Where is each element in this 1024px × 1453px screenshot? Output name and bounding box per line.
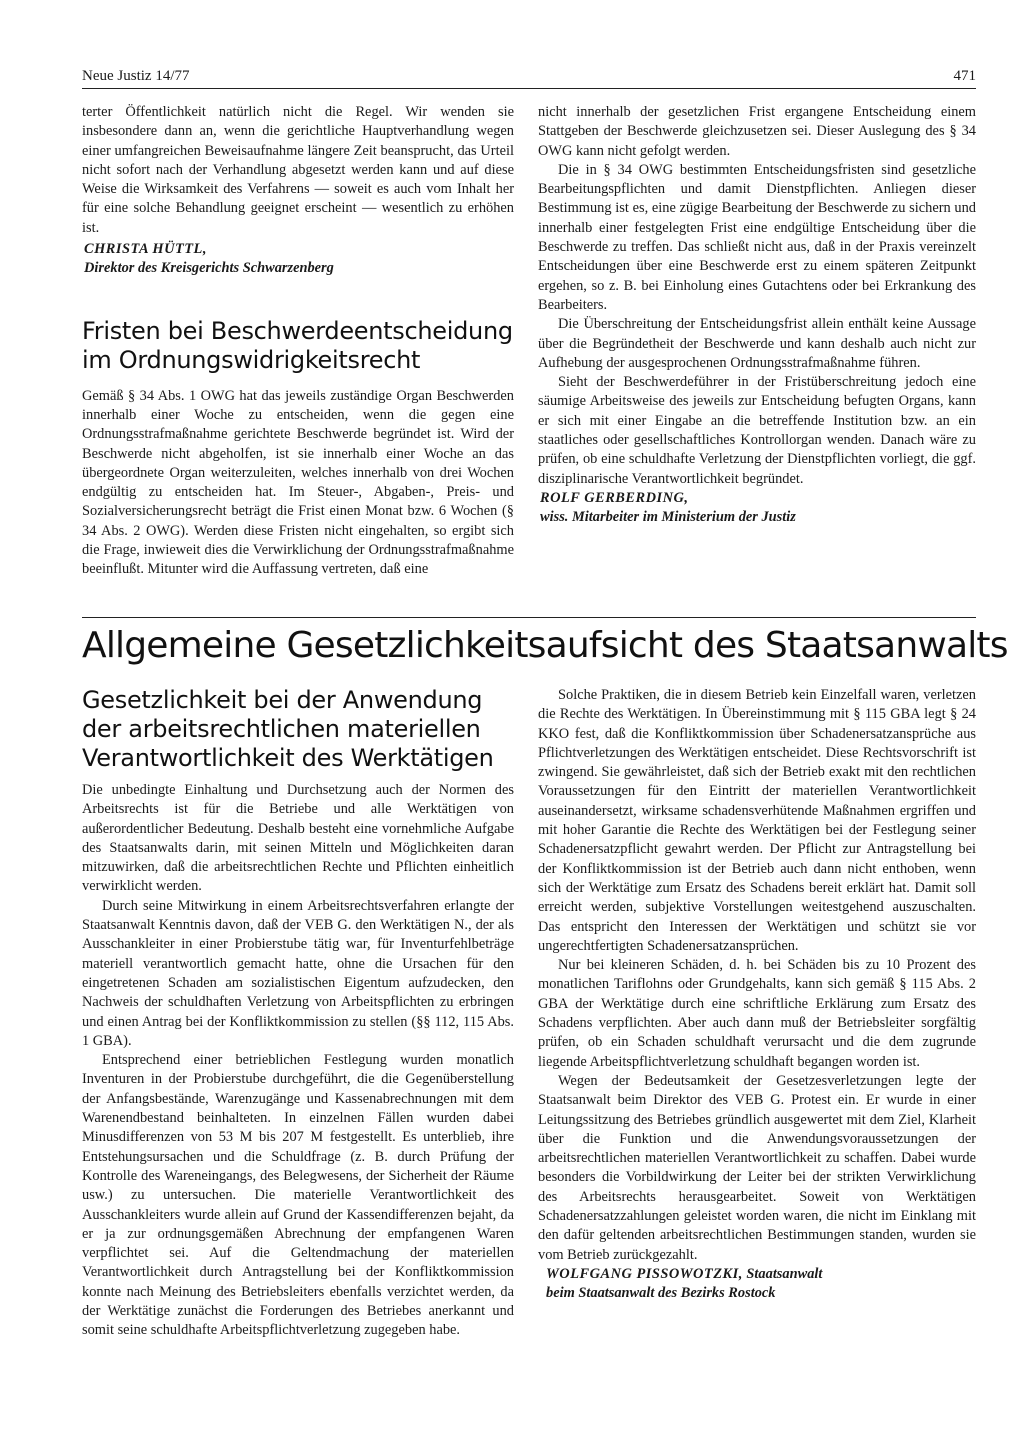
author-name: CHRISTA HÜTTL, [84, 241, 207, 258]
article-title-line: der arbeitsrechtlichen materiellen [82, 715, 481, 743]
article-title-line: im Ordnungswidrigkeitsrecht [82, 345, 421, 374]
author-name: WOLFGANG PISSOWOTZKI, [546, 1265, 743, 1282]
article-title-line: Fristen bei Beschwerdeentscheidung [82, 316, 513, 345]
author-name: ROLF GERBERDING, [540, 489, 689, 506]
author-role-line2: beim Staatsanwalt des Bezirks Rostock [546, 1285, 776, 1302]
article-title-line: Verantwortlichkeit des Werktätigen [82, 744, 494, 772]
upper-right-column [538, 103, 976, 528]
article-body-fristen-left [82, 387, 514, 580]
signature-pissowotzki [538, 1265, 976, 1304]
body-paragraph: Solche Praktiken, die in diesem Betrieb kein Einzelfall waren, verletzen die Rechte des Werktätigen. In Übereinstimmung mit § 115 GBA legt § 24 KKO fest, daß die Konfliktkommission über Schadenersatzansprüche aus Pflichtverletzungen des Werktätigen entscheidet. Diese Rechtsvorschrift ist zwingend. Sie gewährleistet, daß sich der Betrieb exakt mit den rechtlichen Voraussetzungen für den Eintritt der materiellen Verantwortlichkeit auseinandersetzt, wirksame schadensverhütende Maßnahmen ergriffen und mit hoher Garantie die Rechte des Werktätigen bei der Festlegung seiner Schadenersatzpflicht gewahrt werden. Der Pflicht zur Antragstellung bei der Konfliktkommission ist der Betrieb auch dann nicht enthoben, wenn sich der Werktätige zum Ersatz des Schadens bereit erklärt hat. Damit soll erreicht werden, subjektive Vorstellungen weitestgehend auszuschalten. Das entspricht den Interessen der Werktätigen und schützt sie vor ungerechtfertigten Schadenersatzansprüchen. [538, 687, 976, 954]
article-title-line: Gesetzlichkeit bei der Anwendung [82, 686, 483, 714]
article-body-gesetzlichkeit-left [82, 781, 514, 1341]
section-rule [82, 617, 976, 618]
author-role: Direktor des Kreisgerichts Schwarzenberg [84, 260, 334, 277]
body-paragraph: Durch seine Mitwirkung in einem Arbeitsrechtsverfahren erlangte der Staatsanwalt Kenntnis davon, daß der VEB G. den Werktätigen N., der als Ausschankleiter in einer Probierstube tätig war, für Inventurfehlbeträge materiell verantwortlich gemacht hatte, ohne die Ursachen für den eingetretenen Schaden am sozialistischen Eigentum aufzudecken, den Nachweis der schuldhaften Verletzung von Arbeitspflichten zu erbringen und einen Antrag bei der Konfliktkommission zu stellen (§§ 112, 115 Abs. 1 GBA). [82, 897, 514, 1049]
lower-right-column [538, 686, 976, 1304]
body-paragraph: Gemäß § 34 Abs. 1 OWG hat das jeweils zuständige Organ Beschwerden innerhalb einer Woche zu entscheiden, wenn die gegen eine Ordnungsstrafmaßnahme gerichtete Beschwerde begründet ist. Wird der Beschwerde nicht abgeholfen, ist sie innerhalb einer Woche an das übergeordnete Organ weiterzuleiten, welches innerhalb von drei Wochen endgültig zu entscheiden hat. Im Steuer-, Abgaben-, Preis- und Sozialversicherungsrecht beträgt die Frist einen Monat bzw. 6 Wochen (§ 34 Abs. 2 OWG). Werden diese Fristen nicht eingehalten, so ergibt sich die Frage, inwieweit dies die Verwirklichung der Ordnungsstrafmaßnahme beeinflußt. Mitunter wird die Auffassung vertreten, daß eine [82, 387, 514, 578]
article-heading-gesetzlichkeit [82, 686, 514, 773]
section-title: Allgemeine Gesetzlichkeitsaufsicht des Staatsanwalts [82, 625, 1008, 666]
lower-left-column [82, 686, 514, 1341]
body-paragraph: nicht innerhalb der gesetzlichen Frist ergangene Entscheidung einem Stattgeben der Beschwerde gleichzusetzen sei. Dieser Auslegung des § 34 OWG kann nicht gefolgt werden. [538, 104, 976, 159]
upper-left-column [82, 103, 514, 580]
body-paragraph: Die in § 34 OWG bestimmten Entscheidungsfristen sind gesetzliche Bearbeitungspflichten und damit Dienstpflichten. Anliegen dieser Bestimmung ist es, eine zügige Bearbeitung der Beschwerde zu sichern und innerhalb einer festgelegten Frist eine endgültige Entscheidung über die Beschwerde zu treffen. Das schließt nicht aus, daß in der Praxis vereinzelt Entscheidungen über eine Beschwerde erst zu einem späteren Zeitpunkt ergehen, so z. B. bei Einholung eines Gutachtens oder bei Erkrankung des Bearbeiters. [538, 161, 976, 313]
signature-gerberding [538, 489, 976, 528]
body-paragraph: Wegen der Bedeutsamkeit der Gesetzesverletzungen legte der Staatsanwalt beim Direktor des VEB G. Protest ein. Er wurde in einer Leitungssitzung des Betriebes gründlich ausgewertet mit dem Ziel, Klarheit über die Funktion und die Anwendungsvoraussetzungen der arbeitsrechtlichen materiellen Verantwortlichkeit zu schaffen. Dabei wurde besonders die Vorbildwirkung der Leiter bei der strikten Verwirklichung des Arbeitsrechts herausgearbeitet. Soweit von Werktätigen Schadenersatzzahlungen geleistet worden waren, die nicht im Einklang mit den dafür geltenden arbeitsrechtlichen Bestimmungen standen, wurden sie vom Betrieb zurückgezahlt. [538, 1072, 976, 1263]
continuation-paragraph: terter Öffentlichkeit natürlich nicht die Regel. Wir wenden sie insbesondere dann an, wenn die gerichtliche Hauptverhandlung wegen einer umfangreichen Beweisaufnahme längere Zeit beansprucht, das Urteil nicht sofort nach der Verhandlung abgesetzt werden kann und auf diese Weise die Wirksamkeit des Verfahrens — soweit es auch vom Inhalt her für eine solche Behandlung geeignet erscheint — wesentlich zu erhöhen ist. [82, 104, 514, 236]
page-number: 471 [953, 68, 976, 84]
body-paragraph: Entsprechend einer betrieblichen Festlegung wurden monatlich Inventuren in der Probierstube durchgeführt, die die Gegenüberstellung der Anfangsbestände, Warenzugänge und Kassenabrechnungen mit dem Warenendbestand beinhalteten. In einzelnen Fällen wurden dabei Minusdifferenzen von 53 M bis 207 M festgestellt. Es unterblieb, ihre Entstehungsursachen und die Schuldfrage (z. B. durch Prüfung der Kontrolle des Wareneingangs, des Belegwesens, der Sicherheit der Räume usw.) zu untersuchen. Die materielle Verantwortlichkeit des Ausschankleiters wurde allein auf Grund der Kassendifferenzen bejaht, da er ja zur ordnungsgemäßen Abrechnung der empfangenen Waren verpflichtet sei. Auf die Geltendmachung der materiellen Verantwortlichkeit durch Antragstellung bei der Konfliktkommission konnte nach Meinung des Betriebsleiters ebenfalls verzichtet werden, da der Werktätige zunächst die Forderungen des Betriebes anerkannt und somit seine schuldhafte Arbeitspflichtverletzung zugegeben habe. [82, 1052, 514, 1339]
article-heading-fristen [82, 317, 514, 375]
body-paragraph: Nur bei kleineren Schäden, d. h. bei Schäden bis zu 10 Prozent des monatlichen Tariflohns oder Grundgehalts, kann sich gemäß § 115 Abs. 2 GBA der Werktätige durch eine schriftliche Erklärung zum Ersatz des Schadens verpflichten. Aber auch dann muß der Betriebsleiter sorgfältig prüfen, ob ein Schaden schuldhaft verursacht und die dem zugrunde liegende Arbeitspflichtverletzung schuldhaft begangen worden ist. [538, 957, 976, 1070]
author-role: wiss. Mitarbeiter im Ministerium der Justiz [540, 509, 796, 526]
author-role: Staatsanwalt [746, 1265, 823, 1282]
journal-issue: Neue Justiz 14/77 [82, 68, 190, 84]
author-line [546, 1265, 976, 1284]
signature-huettl [82, 240, 514, 279]
running-header [82, 66, 976, 89]
body-paragraph: Sieht der Beschwerdeführer in der Fristüberschreitung jedoch eine säumige Arbeitsweise des jeweils zur Entscheidung befugten Organs, kann er sich mit einer Eingabe an die betreffende Institution bzw. an ein staatliches oder gesellschaftliches Kontrollorgan wenden. Danach wäre zu prüfen, ob eine schuldhafte Verletzung der Dienstpflichten vorliegt, die ggf. disziplinarische Verantwortlichkeit begründet. [538, 374, 976, 487]
body-paragraph: Die Überschreitung der Entscheidungsfrist allein enthält keine Aussage über die Begründetheit der Beschwerde und kann deshalb auch nicht zur Aufhebung der ausgesprochenen Ordnungsstrafmaßnahme führen. [538, 316, 976, 371]
body-paragraph: Die unbedingte Einhaltung und Durchsetzung auch der Normen des Arbeitsrechts ist für die Betriebe und alle Werktätigen von außerordentlicher Bedeutung. Deshalb besteht eine vornehmliche Aufgabe des Staatsanwalts darin, mit seinen Mitteln und Möglichkeiten daran mitzuwirken, daß die arbeitsrechtlichen Rechte und Pflichten einheitlich verwirklicht werden. [82, 782, 514, 895]
